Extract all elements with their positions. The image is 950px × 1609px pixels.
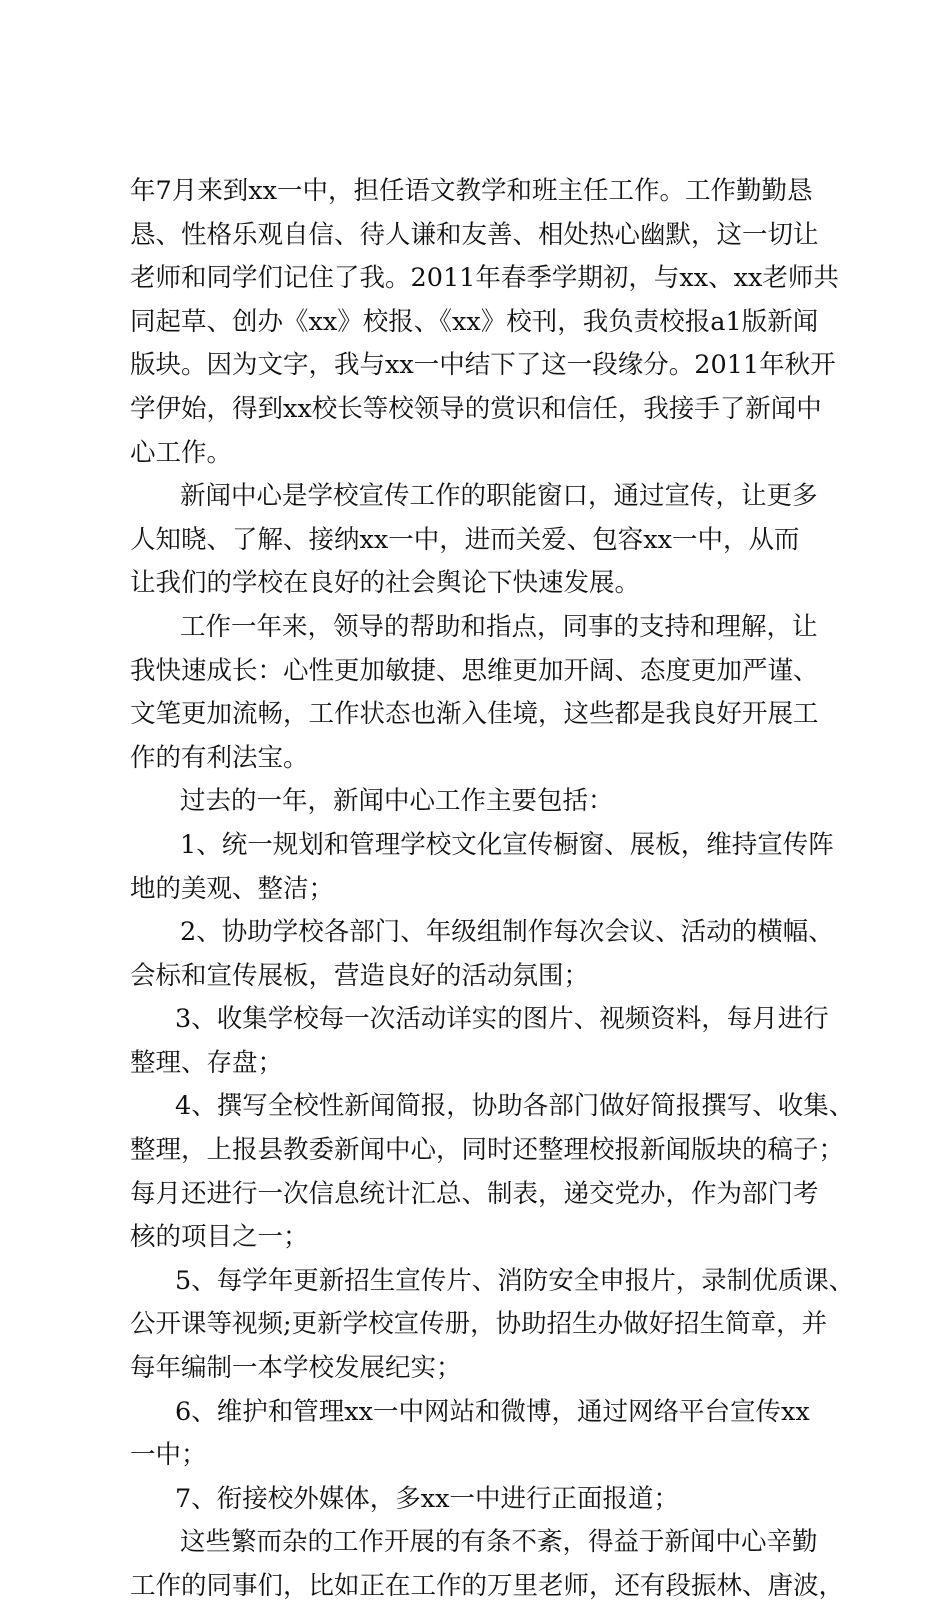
text-line: 整理、存盘； bbox=[130, 1047, 284, 1078]
text-line: 公开课等视频;更新学校宣传册，协助招生办做好招生简章，并 bbox=[130, 1309, 828, 1340]
text-line: 老师和同学们记住了我。2011年春季学期初，与xx、xx老师共 bbox=[130, 263, 839, 294]
text-line: 6、维护和管理xx一中网站和微博，通过网络平台宣传xx bbox=[175, 1396, 810, 1427]
text-line: 这些繁而杂的工作开展的有条不紊，得益于新闻中心辛勤 bbox=[180, 1527, 818, 1558]
text-line: 同起草、创办《xx》校报、《xx》校刊，我负责校报a1版新闻 bbox=[130, 306, 819, 337]
text-line: 心工作。 bbox=[130, 437, 233, 468]
text-line: 恳、性格乐观自信、待人谦和友善、相处热心幽默，这一切让 bbox=[130, 219, 819, 250]
text-line: 核的项目之一； bbox=[130, 1222, 309, 1253]
text-line: 3、收集学校每一次活动详实的图片、视频资料，每月进行 bbox=[175, 1004, 829, 1035]
text-line: 1、统一规划和管理学校文化宣传橱窗、展板，维持宣传阵 bbox=[180, 829, 834, 860]
text-line: 版块。因为文字，我与xx一中结下了这一段缘分。2011年秋开 bbox=[130, 350, 836, 381]
text-line: 2、协助学校各部门、年级组制作每次会议、活动的横幅、 bbox=[180, 917, 834, 948]
text-line: 每年编制一本学校发展纪实； bbox=[130, 1353, 462, 1384]
text-line: 工作的同事们，比如正在工作的万里老师，还有段振林、唐波， bbox=[130, 1571, 845, 1601]
text-line: 新闻中心是学校宣传工作的职能窗口，通过宣传，让更多 bbox=[180, 481, 818, 512]
text-line: 地的美观、整洁； bbox=[130, 873, 335, 904]
text-line: 整理，上报县教委新闻中心，同时还整理校报新闻版块的稿子； bbox=[130, 1135, 845, 1166]
document-body bbox=[130, 170, 855, 1609]
text-line: 人知晓、了解、接纳xx一中，进而关爱、包容xx一中，从而 bbox=[130, 524, 800, 555]
text-line: 我快速成长：心性更加敏捷、思维更加开阔、态度更加严谨、 bbox=[130, 655, 819, 686]
text-line: 会标和宣传展板，营造良好的活动氛围； bbox=[130, 960, 590, 991]
text-line: 7、衔接校外媒体，多xx一中进行正面报道； bbox=[175, 1483, 679, 1514]
text-line: 一中； bbox=[130, 1440, 207, 1471]
text-line: 4、撰写全校性新闻简报，协助各部门做好简报撰写、收集、 bbox=[175, 1091, 855, 1122]
text-line: 文笔更加流畅，工作状态也渐入佳境，这些都是我良好开展工 bbox=[130, 699, 819, 730]
text-line: 作的有利法宝。 bbox=[130, 742, 309, 773]
text-line: 学伊始，得到xx校长等校领导的赏识和信任，我接手了新闻中 bbox=[130, 393, 822, 424]
text-line: 每月还进行一次信息统计汇总、制表，递交党办，作为部门考 bbox=[130, 1178, 819, 1209]
text-line: 让我们的学校在良好的社会舆论下快速发展。 bbox=[130, 568, 641, 599]
text-line: 年7月来到xx一中，担任语文教学和班主任工作。工作勤勤恳 bbox=[130, 176, 813, 206]
text-line: 5、每学年更新招生宣传片、消防安全申报片，录制优质课、 bbox=[175, 1265, 855, 1296]
text-line: 工作一年来，领导的帮助和指点，同事的支持和理解，让 bbox=[180, 611, 818, 642]
text-line: 过去的一年，新闻中心工作主要包括： bbox=[180, 786, 614, 817]
